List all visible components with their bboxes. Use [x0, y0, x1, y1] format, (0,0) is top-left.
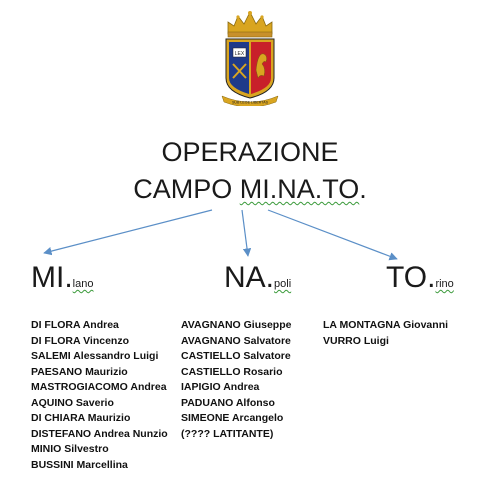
- city-abbr: TO.: [386, 261, 436, 294]
- list-item: MINIO Silvestro: [31, 443, 109, 455]
- list-item: SALEMI Alessandro Luigi: [31, 350, 159, 362]
- milano-names-list: [31, 318, 168, 473]
- city-heading-milano: [31, 262, 93, 300]
- arrow-to-napoli: [242, 210, 248, 256]
- list-item: DISTEFANO Andrea Nunzio: [31, 427, 168, 440]
- list-item: DI FLORA Vincenzo: [31, 334, 130, 347]
- list-item: SIMEONE Arcangelo: [181, 412, 284, 424]
- list-item: CASTIELLO Salvatore: [181, 350, 291, 362]
- list-item: DI CHIARA Maurizio: [31, 412, 131, 424]
- city-suffix: rino: [435, 278, 454, 290]
- city-abbr: NA.: [224, 261, 275, 294]
- list-item: AVAGNANO Salvatore: [181, 334, 291, 347]
- list-item: BUSSINI Marcellina: [31, 458, 128, 471]
- list-item: MASTROGIACOMO Andrea: [31, 381, 167, 393]
- arrow-to-milano: [44, 210, 212, 253]
- list-item: (???? LATITANTE): [181, 427, 274, 440]
- list-item: VURRO Luigi: [323, 334, 389, 347]
- title-acronym: MI.NA.TO: [239, 174, 360, 204]
- list-item: DI FLORA Andrea: [31, 319, 119, 331]
- list-item: CASTIELLO Rosario: [181, 365, 283, 378]
- list-item: IAPIGIO Andrea: [181, 381, 260, 393]
- title-prefix: CAMPO: [133, 174, 240, 204]
- city-heading-napoli: [224, 262, 291, 300]
- title-line-1: OPERAZIONE: [161, 137, 339, 167]
- city-suffix: poli: [274, 278, 292, 290]
- list-item: PADUANO Alfonso: [181, 396, 275, 409]
- motto-text: SUB LEGE LIBERTAS: [231, 100, 269, 105]
- list-item: PAESANO Maurizio: [31, 365, 128, 378]
- napoli-names-list: [181, 318, 291, 442]
- title-period: .: [359, 174, 367, 204]
- torino-names-list: [323, 318, 448, 349]
- city-heading-torino: [386, 262, 454, 300]
- city-suffix: lano: [72, 278, 94, 290]
- list-item: AVAGNANO Giuseppe: [181, 319, 292, 331]
- city-abbr: MI.: [31, 261, 73, 294]
- list-item: LA MONTAGNA Giovanni: [323, 319, 449, 331]
- list-item: AQUINO Saverio: [31, 396, 114, 409]
- lex-text: LEX: [234, 51, 245, 57]
- arrow-to-torino: [268, 210, 397, 259]
